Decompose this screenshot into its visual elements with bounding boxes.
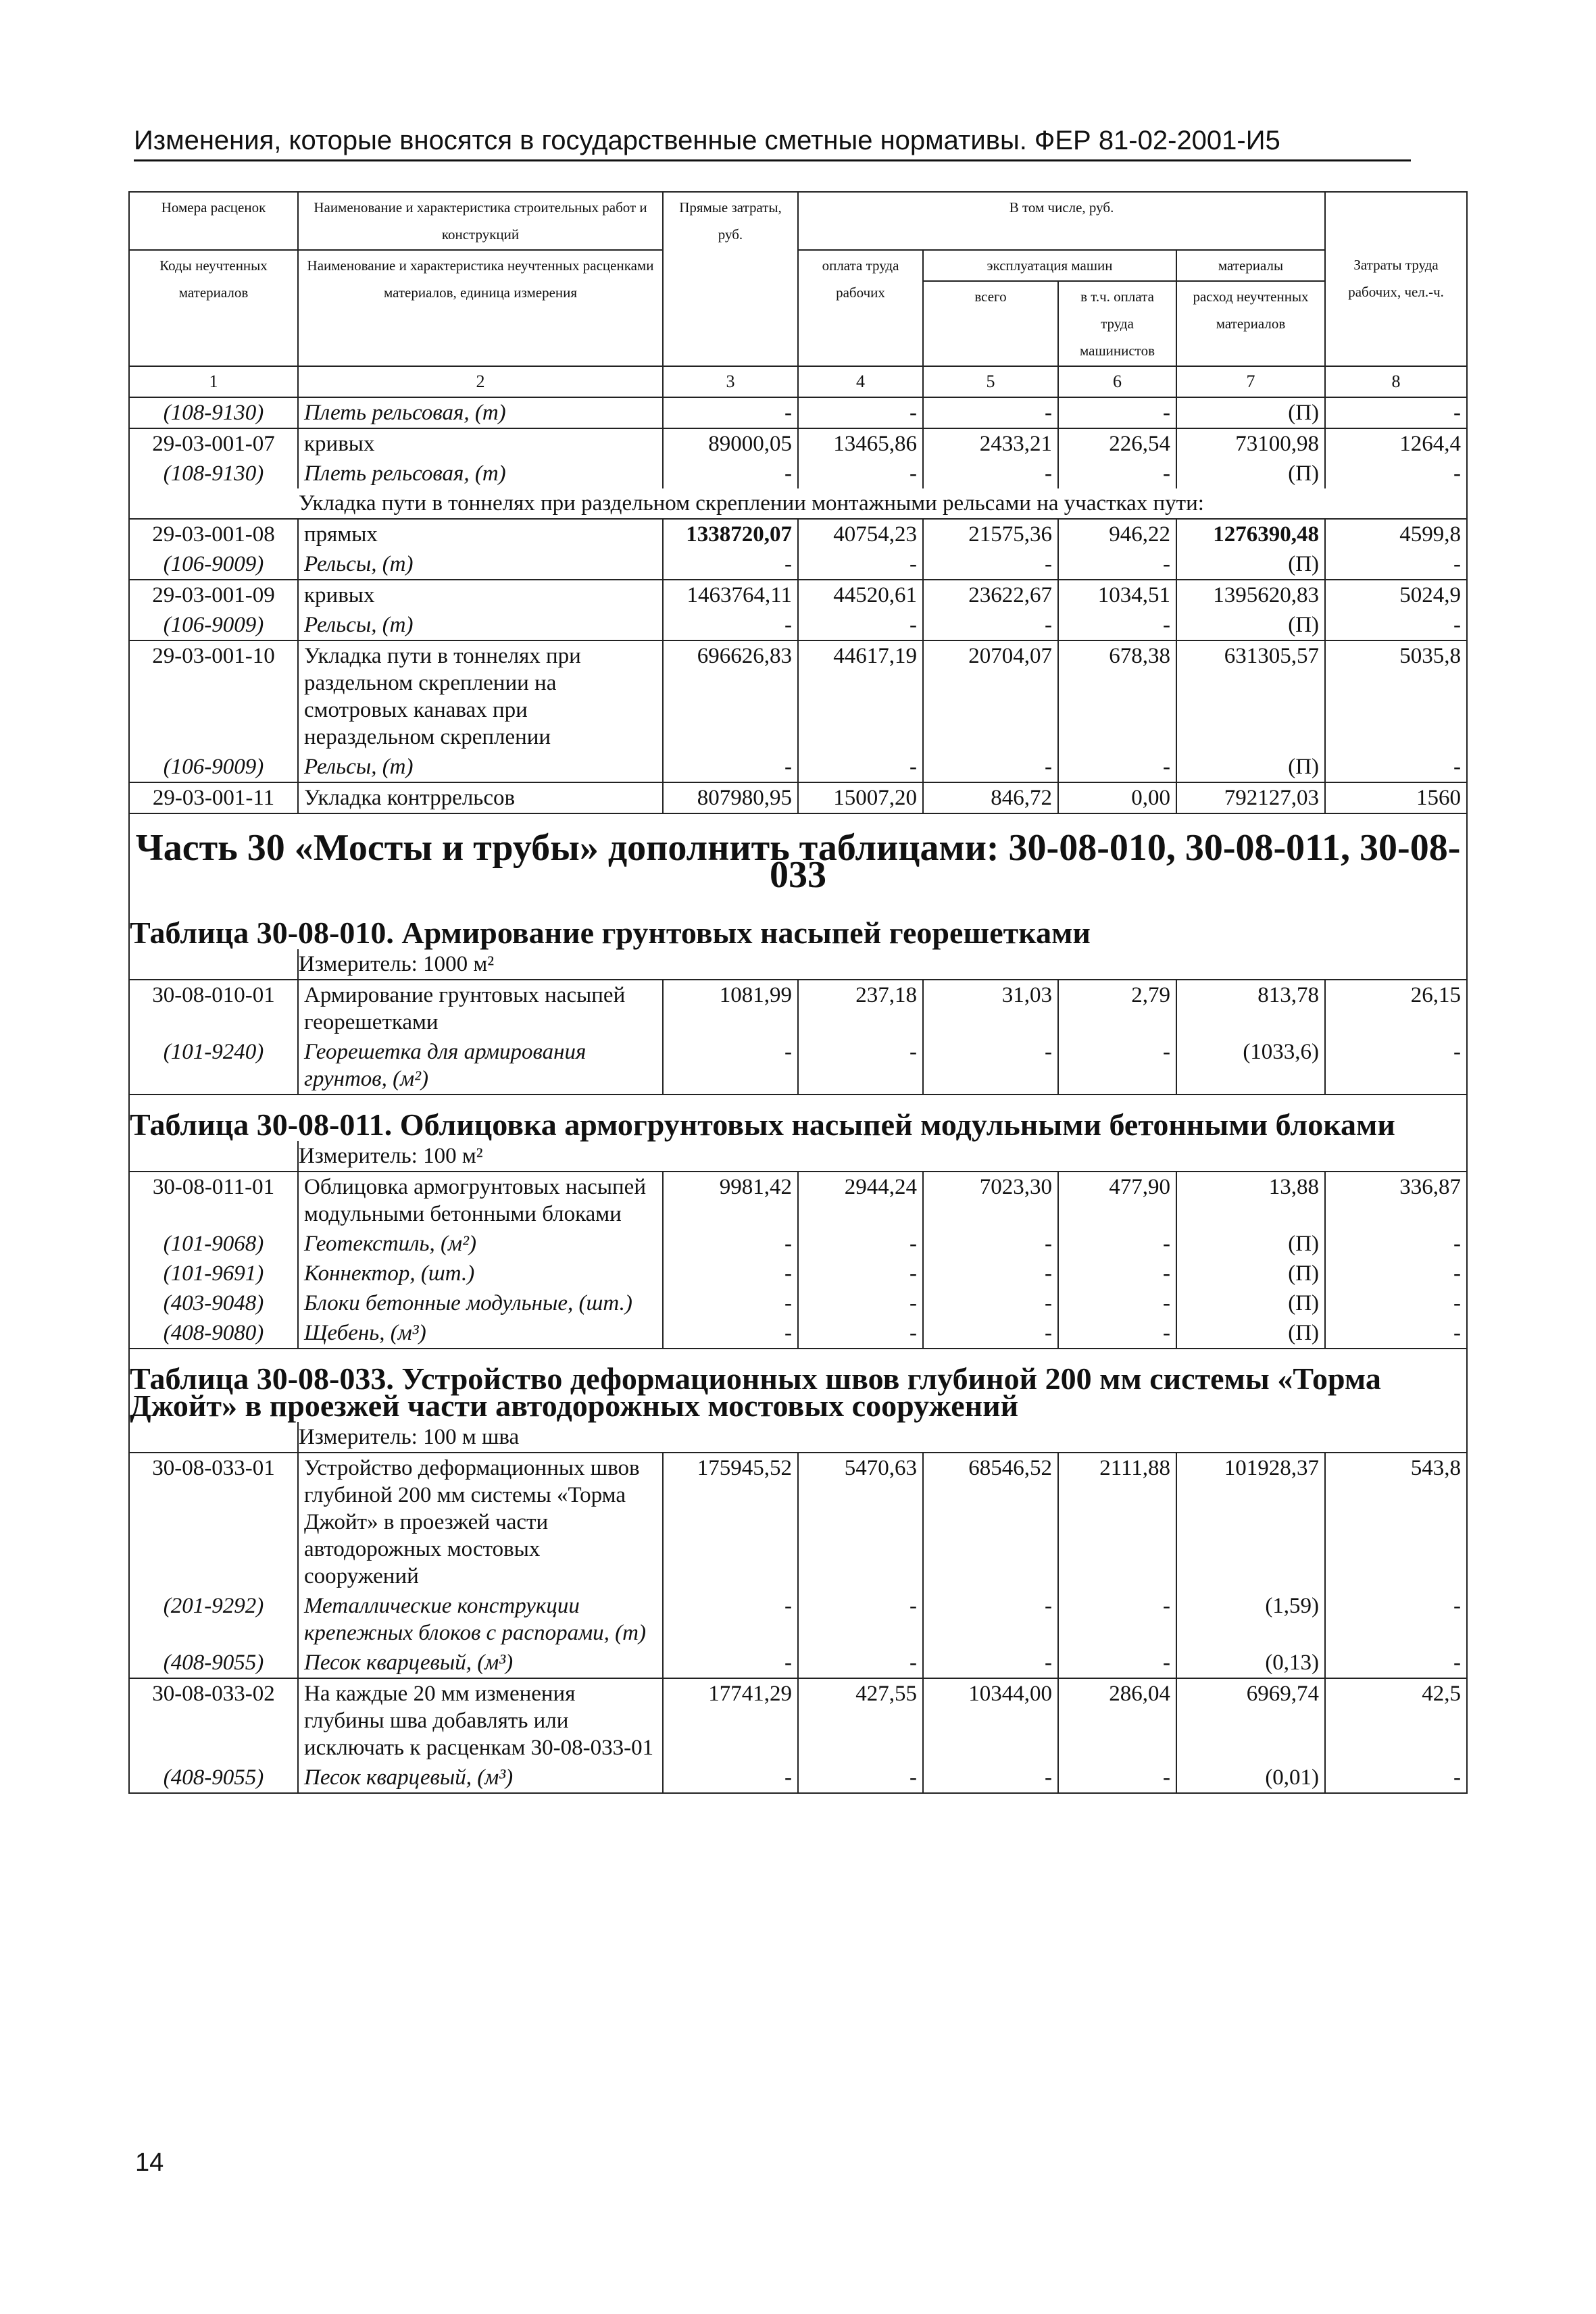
materials-value: (1,59) (1176, 1591, 1325, 1648)
labor-wages: - (798, 1648, 923, 1678)
machine-total: - (923, 1318, 1058, 1349)
machinist-wages: 946,22 (1058, 519, 1176, 549)
rate-code: (101-9691) (129, 1259, 298, 1288)
labor-wages: - (798, 1229, 923, 1259)
machine-total: 31,03 (923, 980, 1058, 1037)
direct-costs: - (663, 397, 798, 428)
work-name: На каждые 20 мм изменения глубины шва добавлять или исключать к расценкам 30-08-033-01 (298, 1678, 663, 1763)
direct-costs: 9981,42 (663, 1172, 798, 1229)
direct-costs: - (663, 1591, 798, 1648)
labor-hours: - (1325, 1591, 1467, 1648)
direct-costs: - (663, 1229, 798, 1259)
machinist-wages: - (1058, 1259, 1176, 1288)
rate-code: (408-9055) (129, 1763, 298, 1793)
table-title-033-row (129, 1349, 1467, 1422)
machine-total: - (923, 1591, 1058, 1648)
labor-hours: - (1325, 1288, 1467, 1318)
table-row (129, 1648, 1467, 1678)
materials-value: 6969,74 (1176, 1678, 1325, 1763)
rate-code: (101-9240) (129, 1037, 298, 1095)
materials-value: (П) (1176, 459, 1325, 488)
machinist-wages: - (1058, 549, 1176, 580)
labor-hours: 1560 (1325, 782, 1467, 813)
machinist-wages: 2,79 (1058, 980, 1176, 1037)
table-row (129, 1229, 1467, 1259)
unit-spacer (129, 1422, 298, 1453)
work-name: Рельсы, (т) (298, 752, 663, 782)
machinist-wages: 1034,51 (1058, 580, 1176, 610)
work-name: Рельсы, (т) (298, 610, 663, 640)
machine-total: 846,72 (923, 782, 1058, 813)
materials-value: (П) (1176, 1288, 1325, 1318)
labor-hours: - (1325, 1229, 1467, 1259)
header-col3: Прямые затраты, руб. (663, 192, 798, 366)
column-number: 1 (129, 366, 298, 397)
labor-wages: 2944,24 (798, 1172, 923, 1229)
labor-wages: - (798, 1318, 923, 1349)
direct-costs: - (663, 1648, 798, 1678)
table-row (129, 1763, 1467, 1793)
table-title-011-row (129, 1095, 1467, 1141)
column-number: 6 (1058, 366, 1176, 397)
table-row (129, 580, 1467, 610)
work-name: Геотекстиль, (м²) (298, 1229, 663, 1259)
part-title: Часть 30 «Мосты и трубы» дополнить таблицами: 30-08-010, 30-08-011, 30-08-033 (129, 813, 1467, 903)
machinist-wages: - (1058, 1037, 1176, 1095)
materials-value: (П) (1176, 610, 1325, 640)
labor-wages: - (798, 1037, 923, 1095)
labor-wages: - (798, 1259, 923, 1288)
labor-wages: - (798, 752, 923, 782)
machine-total: - (923, 459, 1058, 488)
materials-value: 792127,03 (1176, 782, 1325, 813)
header-col7: расход неучтенных материалов (1176, 281, 1325, 366)
column-number: 3 (663, 366, 798, 397)
machine-total: - (923, 752, 1058, 782)
direct-costs: - (663, 1318, 798, 1349)
machinist-wages: - (1058, 1229, 1176, 1259)
machinist-wages: - (1058, 610, 1176, 640)
machine-total: 10344,00 (923, 1678, 1058, 1763)
work-name: Армирование грунтовых насыпей георешетками (298, 980, 663, 1037)
machinist-wages: 0,00 (1058, 782, 1176, 813)
work-name: кривых (298, 580, 663, 610)
work-name: Укладка контррельсов (298, 782, 663, 813)
labor-wages: 44617,19 (798, 640, 923, 752)
materials-value: (П) (1176, 752, 1325, 782)
machine-total: - (923, 1037, 1058, 1095)
direct-costs: - (663, 1288, 798, 1318)
direct-costs: - (663, 752, 798, 782)
materials-value: 73100,98 (1176, 428, 1325, 459)
machinist-wages: - (1058, 397, 1176, 428)
column-number: 2 (298, 366, 663, 397)
table-row (129, 1591, 1467, 1648)
machine-total: 21575,36 (923, 519, 1058, 549)
rate-code: (101-9068) (129, 1229, 298, 1259)
table-row (129, 1288, 1467, 1318)
machine-total: 7023,30 (923, 1172, 1058, 1229)
labor-wages: 237,18 (798, 980, 923, 1037)
machinist-wages: - (1058, 1591, 1176, 1648)
column-number: 8 (1325, 366, 1467, 397)
labor-wages: - (798, 459, 923, 488)
table-row (129, 397, 1467, 428)
work-name: Металлические конструкции крепежных блоков с распорами, (т) (298, 1591, 663, 1648)
machinist-wages: - (1058, 752, 1176, 782)
unit-row (129, 1422, 1467, 1453)
labor-wages: 15007,20 (798, 782, 923, 813)
table-row (129, 519, 1467, 549)
table-row (129, 1259, 1467, 1288)
direct-costs: - (663, 610, 798, 640)
labor-wages: 40754,23 (798, 519, 923, 549)
labor-wages: - (798, 397, 923, 428)
materials-value: 631305,57 (1176, 640, 1325, 752)
rate-code: 30-08-010-01 (129, 980, 298, 1037)
machine-total: - (923, 1229, 1058, 1259)
labor-wages: - (798, 1288, 923, 1318)
table-header-row-1 (129, 192, 1467, 250)
header-group: В том числе, руб. (798, 192, 1325, 250)
table-row (129, 428, 1467, 459)
header-exploitation: эксплуатация машин (923, 250, 1176, 281)
work-name: Щебень, (м³) (298, 1318, 663, 1349)
labor-hours: 336,87 (1325, 1172, 1467, 1229)
machine-total: - (923, 549, 1058, 580)
machine-total: 20704,07 (923, 640, 1058, 752)
direct-costs: - (663, 1259, 798, 1288)
rate-code: (408-9055) (129, 1648, 298, 1678)
labor-hours: - (1325, 1318, 1467, 1349)
rate-code: 29-03-001-07 (129, 428, 298, 459)
materials-value: (П) (1176, 549, 1325, 580)
unit-spacer (129, 949, 298, 980)
rate-code: (201-9292) (129, 1591, 298, 1648)
work-name: Укладка пути в тоннелях при раздельном скреплении на смотровых канавах при нераздельном скреплении (298, 640, 663, 752)
machine-total: - (923, 610, 1058, 640)
work-name: Коннектор, (шт.) (298, 1259, 663, 1288)
column-numbers-row (129, 366, 1467, 397)
unit-spacer (129, 1141, 298, 1172)
machine-total: 68546,52 (923, 1453, 1058, 1591)
materials-value: (П) (1176, 397, 1325, 428)
table-row (129, 752, 1467, 782)
table-row (129, 782, 1467, 813)
direct-costs: - (663, 549, 798, 580)
table-title-010-row (129, 903, 1467, 949)
materials-value: 101928,37 (1176, 1453, 1325, 1591)
table-row (129, 980, 1467, 1037)
labor-hours: 5024,9 (1325, 580, 1467, 610)
header-col1-bottom: Коды неучтенных материалов (129, 250, 298, 366)
machinist-wages: - (1058, 1318, 1176, 1349)
table-row (129, 1453, 1467, 1591)
machinist-wages: 678,38 (1058, 640, 1176, 752)
header-col1-top: Номера расценок (129, 192, 298, 250)
table-title-011: Таблица 30-08-011. Облицовка армогрунтовых насыпей модульными бетонными блоками (129, 1095, 1467, 1141)
page-number: 14 (135, 2148, 164, 2177)
table-row (129, 1172, 1467, 1229)
machinist-wages: - (1058, 1288, 1176, 1318)
rate-code: 29-03-001-08 (129, 519, 298, 549)
work-name: Устройство деформационных швов глубиной 200 мм системы «Торма Джойт» в проезжей части автодорожных мостовых сооружений (298, 1453, 663, 1591)
work-name: Песок кварцевый, (м³) (298, 1648, 663, 1678)
direct-costs: 1463764,11 (663, 580, 798, 610)
direct-costs: 1338720,07 (663, 519, 798, 549)
estimate-table (128, 191, 1468, 1794)
materials-value: 1395620,83 (1176, 580, 1325, 610)
direct-costs: 807980,95 (663, 782, 798, 813)
machinist-wages: - (1058, 459, 1176, 488)
rate-code: 29-03-001-11 (129, 782, 298, 813)
part-title-row (129, 813, 1467, 903)
rate-code: (106-9009) (129, 752, 298, 782)
direct-costs: - (663, 459, 798, 488)
machinist-wages: 226,54 (1058, 428, 1176, 459)
running-header: Изменения, которые вносятся в государственные сметные нормативы. ФЕР 81-02-2001-И5 (134, 126, 1280, 155)
unit-measure: Измеритель: 100 м шва (298, 1422, 1467, 1453)
table-title-010: Таблица 30-08-010. Армирование грунтовых насыпей георешетками (129, 903, 1467, 949)
direct-costs: 696626,83 (663, 640, 798, 752)
rate-code: 30-08-033-02 (129, 1678, 298, 1763)
table-row (129, 610, 1467, 640)
unit-row (129, 1141, 1467, 1172)
labor-hours: 4599,8 (1325, 519, 1467, 549)
work-name: Облицовка армогрунтовых насыпей модульными бетонными блоками (298, 1172, 663, 1229)
table-row (129, 1678, 1467, 1763)
header-col2-bottom: Наименование и характеристика неучтенных расценками материалов, единица измерения (298, 250, 663, 366)
labor-wages: 427,55 (798, 1678, 923, 1763)
labor-hours: 42,5 (1325, 1678, 1467, 1763)
machine-total: 23622,67 (923, 580, 1058, 610)
labor-wages: - (798, 610, 923, 640)
work-name: Георешетка для армирования грунтов, (м²) (298, 1037, 663, 1095)
rate-code: (408-9080) (129, 1318, 298, 1349)
rate-code: (106-9009) (129, 549, 298, 580)
rate-code: 29-03-001-09 (129, 580, 298, 610)
header-col4: оплата труда рабочих (798, 250, 923, 366)
machinist-wages: - (1058, 1763, 1176, 1793)
labor-hours: 543,8 (1325, 1453, 1467, 1591)
direct-costs: 175945,52 (663, 1453, 798, 1591)
machinist-wages: 286,04 (1058, 1678, 1176, 1763)
column-number: 4 (798, 366, 923, 397)
labor-wages: - (798, 549, 923, 580)
machinist-wages: - (1058, 1648, 1176, 1678)
labor-hours: - (1325, 459, 1467, 488)
header-col5: всего (923, 281, 1058, 366)
header-col8: Затраты труда рабочих, чел.-ч. (1325, 250, 1467, 366)
labor-hours: - (1325, 752, 1467, 782)
table-row (129, 459, 1467, 488)
rate-code: (403-9048) (129, 1288, 298, 1318)
materials-value: (П) (1176, 1229, 1325, 1259)
labor-hours: - (1325, 549, 1467, 580)
labor-hours: 26,15 (1325, 980, 1467, 1037)
machine-total: - (923, 1288, 1058, 1318)
rate-code: 30-08-011-01 (129, 1172, 298, 1229)
work-name: Плеть рельсовая, (т) (298, 397, 663, 428)
machine-total: 2433,21 (923, 428, 1058, 459)
table-row (129, 549, 1467, 580)
labor-wages: 13465,86 (798, 428, 923, 459)
table-row (129, 640, 1467, 752)
column-number: 7 (1176, 366, 1325, 397)
work-name: Блоки бетонные модульные, (шт.) (298, 1288, 663, 1318)
work-name: кривых (298, 428, 663, 459)
labor-hours: 5035,8 (1325, 640, 1467, 752)
materials-value: (1033,6) (1176, 1037, 1325, 1095)
materials-value: 13,88 (1176, 1172, 1325, 1229)
machinist-wages: 477,90 (1058, 1172, 1176, 1229)
table-row (129, 1037, 1467, 1095)
machinist-wages: 2111,88 (1058, 1453, 1176, 1591)
work-name: прямых (298, 519, 663, 549)
work-name: Плеть рельсовая, (т) (298, 459, 663, 488)
direct-costs: - (663, 1037, 798, 1095)
machine-total: - (923, 1763, 1058, 1793)
header-rule (134, 159, 1411, 161)
machine-total: - (923, 397, 1058, 428)
labor-wages: 5470,63 (798, 1453, 923, 1591)
direct-costs: 1081,99 (663, 980, 798, 1037)
labor-hours: - (1325, 1763, 1467, 1793)
direct-costs: 17741,29 (663, 1678, 798, 1763)
materials-value: (П) (1176, 1259, 1325, 1288)
labor-hours: - (1325, 1037, 1467, 1095)
materials-value: 1276390,48 (1176, 519, 1325, 549)
labor-hours: - (1325, 1648, 1467, 1678)
labor-wages: - (798, 1763, 923, 1793)
rate-code: 29-03-001-10 (129, 640, 298, 752)
labor-wages: 44520,61 (798, 580, 923, 610)
machine-total: - (923, 1648, 1058, 1678)
machine-total: - (923, 1259, 1058, 1288)
header-col2-top: Наименование и характеристика строительных работ и конструкций (298, 192, 663, 250)
work-name: Песок кварцевый, (м³) (298, 1763, 663, 1793)
rate-code: (108-9130) (129, 459, 298, 488)
materials-value: (0,01) (1176, 1763, 1325, 1793)
rate-code: (108-9130) (129, 397, 298, 428)
work-name: Рельсы, (т) (298, 549, 663, 580)
header-materials: материалы (1176, 250, 1325, 281)
table-row (129, 1318, 1467, 1349)
rate-code: (106-9009) (129, 610, 298, 640)
direct-costs: 89000,05 (663, 428, 798, 459)
table-title-033: Таблица 30-08-033. Устройство деформационных швов глубиной 200 мм системы «Торма Джойт» в проезжей части автодорожных мостовых сооружений (129, 1349, 1467, 1422)
unit-measure: Измеритель: 100 м² (298, 1141, 1467, 1172)
labor-hours: - (1325, 610, 1467, 640)
section-heading: Укладка пути в тоннелях при раздельном скреплении монтажными рельсами на участках пути: (129, 488, 1467, 519)
labor-hours: 1264,4 (1325, 428, 1467, 459)
table-header-row-2 (129, 250, 1467, 281)
unit-measure: Измеритель: 1000 м² (298, 949, 1467, 980)
materials-value: (0,13) (1176, 1648, 1325, 1678)
labor-wages: - (798, 1591, 923, 1648)
labor-hours: - (1325, 397, 1467, 428)
section-heading-row (129, 488, 1467, 519)
rate-code: 30-08-033-01 (129, 1453, 298, 1591)
direct-costs: - (663, 1763, 798, 1793)
column-number: 5 (923, 366, 1058, 397)
header-group-blank (1325, 192, 1467, 250)
materials-value: (П) (1176, 1318, 1325, 1349)
labor-hours: - (1325, 1259, 1467, 1288)
header-col6: в т.ч. оплата труда машинистов (1058, 281, 1176, 366)
unit-row (129, 949, 1467, 980)
materials-value: 813,78 (1176, 980, 1325, 1037)
